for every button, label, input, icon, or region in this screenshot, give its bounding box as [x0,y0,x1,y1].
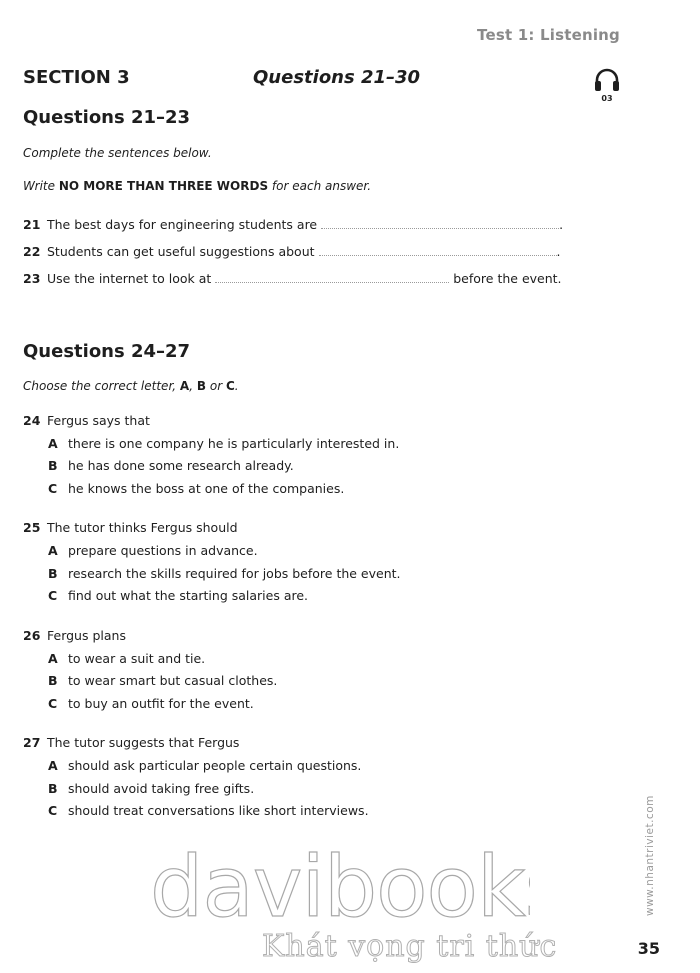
option-letter: A [48,543,58,558]
question-text: Use the internet to look at [47,271,212,286]
option-text: find out what the starting salaries are. [68,588,309,603]
option-letter: B [48,566,58,581]
question-text-after: . [559,217,564,232]
option-text: to buy an outfit for the event. [68,696,254,711]
option-27-a[interactable] [48,758,361,773]
word-limit-post: for each answer. [271,179,372,193]
option-26-c[interactable] [48,696,254,711]
option-26-b[interactable] [48,673,277,688]
question-stem: Fergus says that [47,413,150,428]
option-text: prepare questions in advance. [68,543,258,558]
option-letter: B [48,458,58,473]
question-27 [23,735,239,750]
option-27-b[interactable] [48,781,254,796]
option-letter: C [48,803,58,818]
answer-blank-23[interactable] [215,271,449,283]
option-25-c[interactable] [48,588,308,603]
option-text: should avoid taking free gifts. [68,781,255,796]
question-number: 27 [23,735,41,750]
answer-blank-21[interactable] [321,217,559,229]
instruction-sep: , [189,379,194,393]
question-26 [23,628,126,643]
brand-tagline: Khát vọng tri thức [262,929,558,964]
option-text: to wear a suit and tie. [68,651,206,666]
option-letter: B [48,673,58,688]
question-21 [23,217,563,232]
letter-c: C [225,379,235,393]
option-26-a[interactable] [48,651,205,666]
question-number: 21 [23,217,41,232]
option-24-c[interactable] [48,481,344,496]
option-text: research the skills required for jobs before the event. [68,566,401,581]
instruction-complete: Complete the sentences below. [23,146,212,160]
option-text: should treat conversations like short interviews. [68,803,369,818]
publisher-url: www.nhantriviet.com [644,795,656,916]
word-limit-bold: NO MORE THAN THREE WORDS [58,179,269,193]
question-24 [23,413,150,428]
option-letter: A [48,436,58,451]
instruction-word-limit [23,179,371,193]
option-letter: B [48,781,58,796]
option-text: to wear smart but casual clothes. [68,673,278,688]
question-number: 24 [23,413,41,428]
question-text-after: . [556,244,561,259]
brand-watermark [150,838,530,932]
question-23 [23,271,562,286]
option-text: there is one company he is particularly interested in. [68,436,400,451]
question-number: 22 [23,244,41,259]
letter-b: B [196,379,207,393]
davibooks-logo [150,838,530,928]
audio-track-marker [592,67,622,103]
question-number: 25 [23,520,41,535]
brand-wordmark: davibooks [150,838,530,928]
question-text: Students can get useful suggestions about [47,244,315,259]
question-number: 26 [23,628,41,643]
group-title-21-23: Questions 21–23 [23,107,191,128]
question-stem: The tutor suggests that Fergus [47,735,240,750]
word-limit-pre: Write [23,179,56,193]
option-25-a[interactable] [48,543,258,558]
option-24-b[interactable] [48,458,294,473]
section-title: SECTION 3 [23,67,130,88]
question-stem: Fergus plans [47,628,126,643]
question-25 [23,520,238,535]
option-24-a[interactable] [48,436,399,451]
option-letter: C [48,481,58,496]
option-text: he has done some research already. [68,458,294,473]
question-text: The best days for engineering students are [47,217,318,232]
option-text: he knows the boss at one of the companies. [68,481,345,496]
option-letter: A [48,758,58,773]
group-title-24-27: Questions 24–27 [23,341,191,362]
letter-a: A [179,379,190,393]
option-letter: C [48,696,58,711]
instruction-sep: or [209,379,223,393]
option-text: should ask particular people certain questions. [68,758,362,773]
question-stem: The tutor thinks Fergus should [47,520,238,535]
option-letter: A [48,651,58,666]
option-25-b[interactable] [48,566,401,581]
answer-blank-22[interactable] [319,244,557,256]
running-header: Test 1: Listening [477,26,620,44]
instruction-text: Choose the correct letter, [23,379,177,393]
question-number: 23 [23,271,41,286]
option-27-c[interactable] [48,803,369,818]
headphones-icon [592,67,622,93]
question-22 [23,244,561,259]
section-question-range: Questions 21–30 [253,67,421,88]
audio-track-number: 03 [601,94,613,103]
instruction-choose [23,379,239,393]
option-letter: C [48,588,58,603]
instruction-sep: . [234,379,239,393]
page-number: 35 [637,939,660,958]
question-text-after: before the event. [453,271,562,286]
